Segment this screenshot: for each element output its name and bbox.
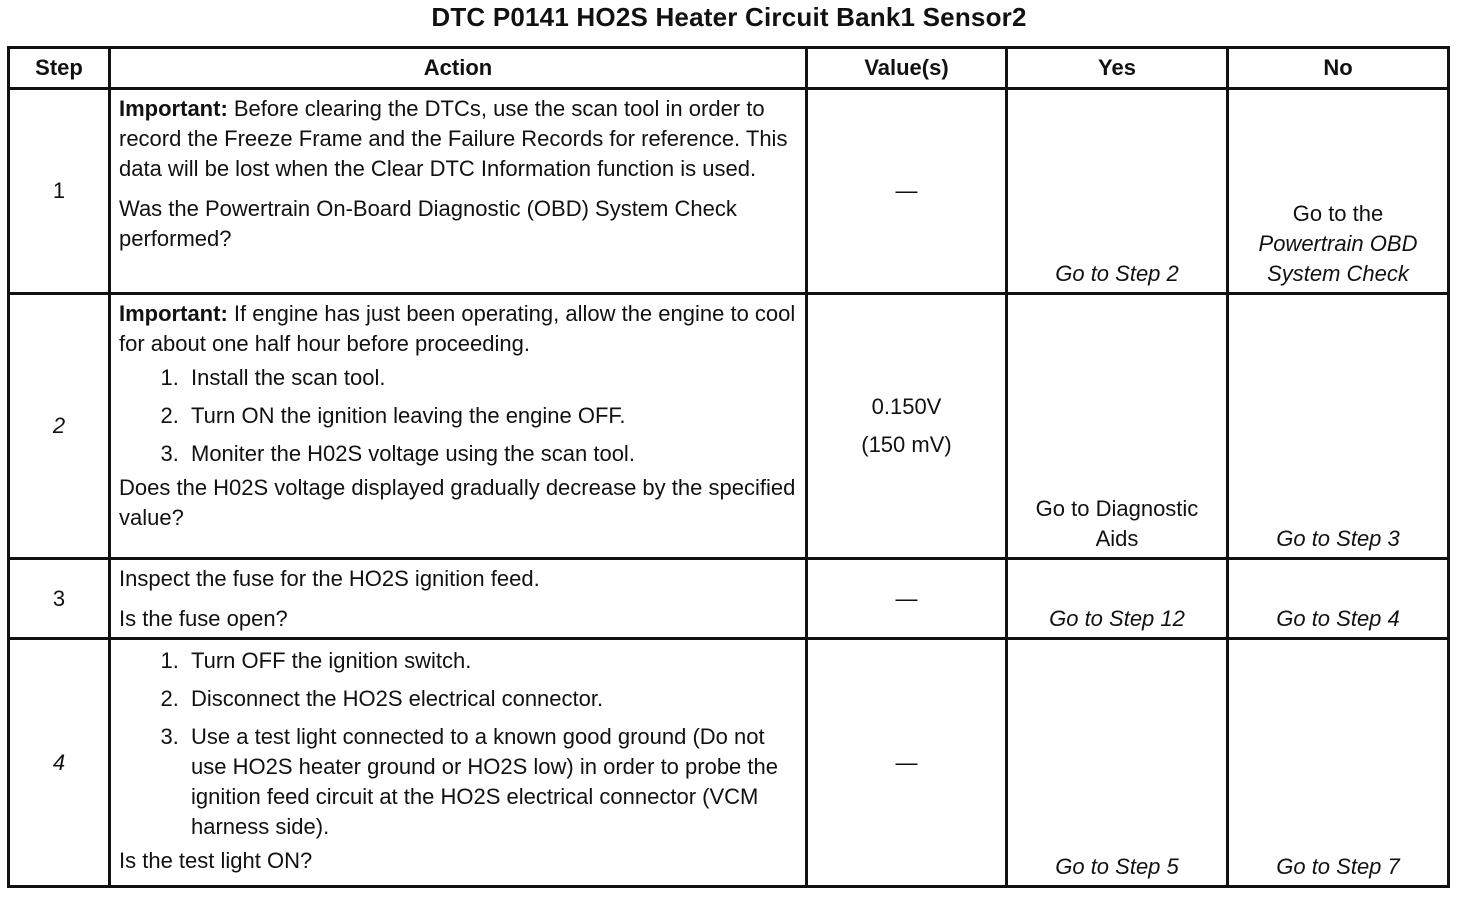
question-text: Is the test light ON? — [119, 848, 313, 873]
action-cell — [110, 639, 807, 887]
no-cell: Go to Step 4 — [1228, 559, 1449, 639]
header-values: Value(s) — [807, 48, 1007, 89]
yes-cell: Go to Step 5 — [1007, 639, 1228, 887]
page-title: DTC P0141 HO2S Heater Circuit Bank1 Sensor2 — [431, 2, 1027, 32]
action-text: Inspect the fuse for the HO2S ignition feed. — [119, 566, 540, 591]
list-item: 2. Disconnect the HO2S electrical connector. — [185, 684, 797, 714]
table-row — [9, 89, 1449, 294]
list-item: 1. Turn OFF the ignition switch. — [185, 646, 797, 676]
list-item: 3. Moniter the H02S voltage using the scan tool. — [185, 439, 797, 469]
action-cell — [110, 89, 807, 294]
no-cell: Go to Step 7 — [1228, 639, 1449, 887]
diagnostic-table — [7, 46, 1450, 888]
value-volts: 0.150V — [871, 394, 942, 419]
table-row — [9, 639, 1449, 887]
table-row — [9, 294, 1449, 559]
procedure-list — [119, 363, 797, 469]
action-cell — [110, 559, 807, 639]
important-note — [119, 299, 797, 359]
value-millivolts: (150 mV) — [861, 432, 952, 457]
yes-cell: Go to Step 12 — [1007, 559, 1228, 639]
important-note — [119, 94, 797, 184]
step-number: 4 — [9, 639, 110, 887]
value-cell: — — [807, 639, 1007, 887]
procedure-list — [119, 646, 797, 842]
header-action: Action — [110, 48, 807, 89]
value-cell: — — [807, 89, 1007, 294]
step-number: 2 — [9, 294, 110, 559]
question-text: Is the fuse open? — [119, 606, 288, 631]
no-cell — [1228, 89, 1449, 294]
question-text: Does the H02S voltage displayed gradually decrease by the specified value? — [119, 475, 796, 530]
no-link: Powertrain OBD System Check — [1258, 231, 1418, 286]
list-item: 2. Turn ON the ignition leaving the engine OFF. — [185, 401, 797, 431]
list-item: 3. Use a test light connected to a known good ground (Do not use HO2S heater ground or HO2S low) in order to probe the ignition feed circuit at the HO2S electrical connector (VCM harness side). — [185, 722, 797, 842]
table-row — [9, 559, 1449, 639]
value-cell — [807, 294, 1007, 559]
value-cell: — — [807, 559, 1007, 639]
yes-cell: Go to Diagnostic Aids — [1007, 294, 1228, 559]
question-text: Was the Powertrain On-Board Diagnostic (OBD) System Check performed? — [119, 196, 737, 251]
header-no: No — [1228, 48, 1449, 89]
step-number: 1 — [9, 89, 110, 294]
no-cell: Go to Step 3 — [1228, 294, 1449, 559]
header-yes: Yes — [1007, 48, 1228, 89]
important-text: Before clearing the DTCs, use the scan tool in order to record the Freeze Frame and the Failure Records for reference. This data will be lost when the Clear DTC Information function is used. — [119, 96, 788, 181]
important-label: Important: — [119, 96, 228, 121]
yes-cell: Go to Step 2 — [1007, 89, 1228, 294]
action-cell — [110, 294, 807, 559]
step-number: 3 — [9, 559, 110, 639]
header-row — [9, 48, 1449, 89]
important-text: If engine has just been operating, allow the engine to cool for about one half hour before proceeding. — [119, 301, 796, 356]
list-item: 1. Install the scan tool. — [185, 363, 797, 393]
important-label: Important: — [119, 301, 228, 326]
header-step: Step — [9, 48, 110, 89]
no-prefix: Go to the — [1292, 201, 1384, 226]
